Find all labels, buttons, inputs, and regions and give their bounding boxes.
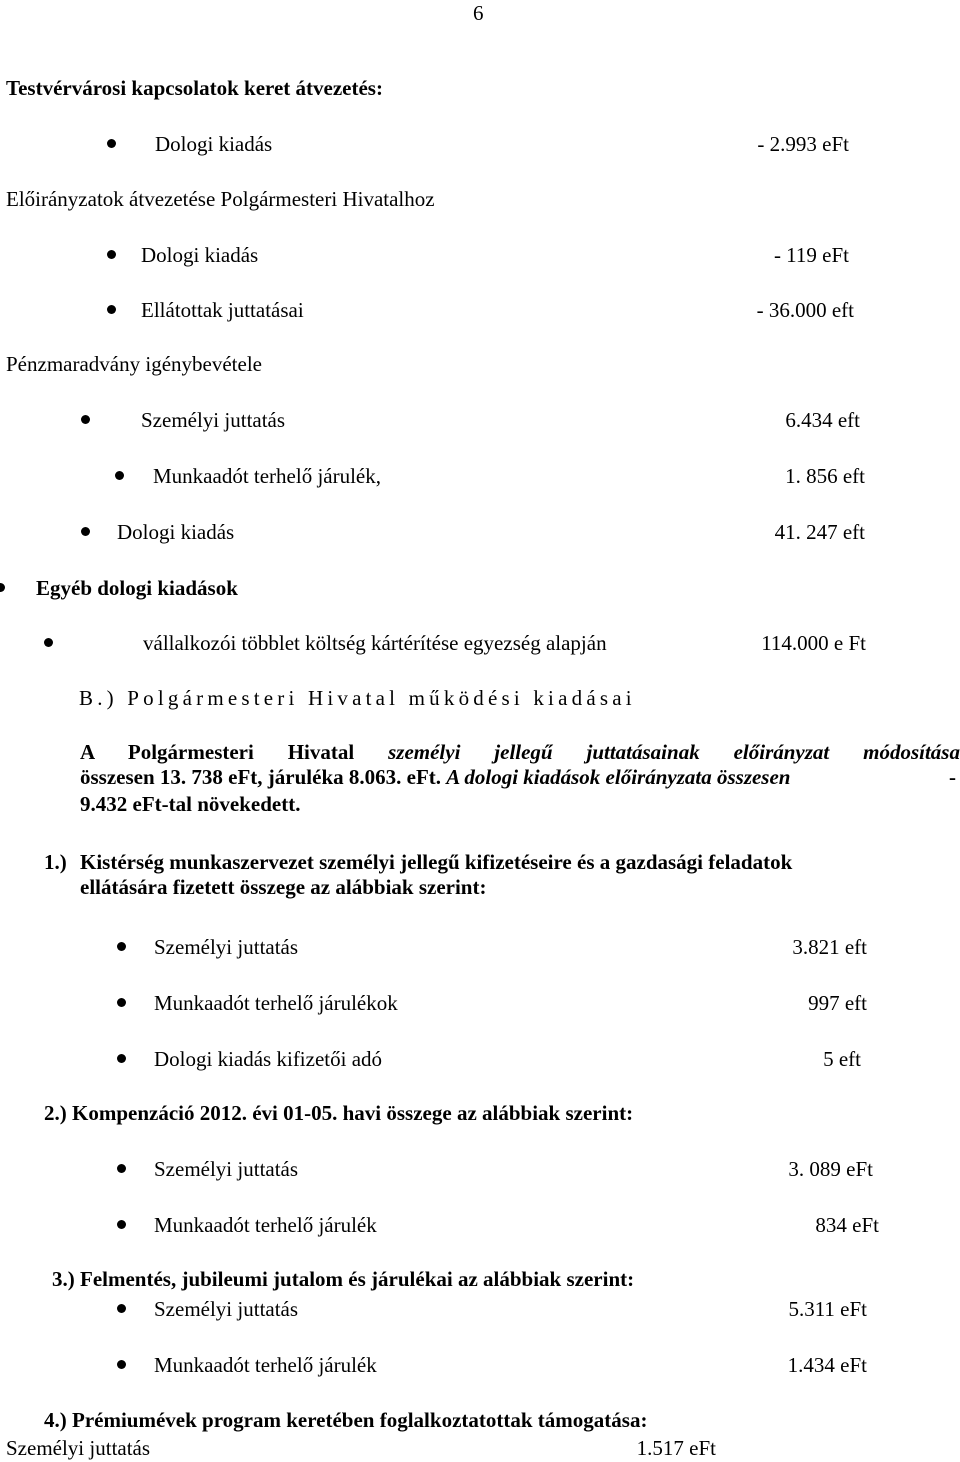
item-label: Személyi juttatás [154,935,299,959]
bullet-icon [117,942,126,951]
item-amount: 1.517 eFt [636,1436,716,1460]
item-label: Személyi juttatás [154,1297,299,1321]
bullet-icon [107,305,116,314]
s1-line-1: Kistérség munkaszervezet személyi jellegű kifizetéseire és a gazdasági feladatok [80,850,793,874]
item-label: vállalkozói többlet költség kártérítése egyezség alapján [143,631,607,655]
item-amount: 114.000 e Ft [761,631,866,655]
b-p2-text-c: - [949,765,956,789]
item-label: Dologi kiadás [155,132,273,156]
item-amount: 1.434 eFt [787,1353,867,1377]
item-amount: 1. 856 eft [785,464,865,488]
item-amount: 997 eft [808,991,867,1015]
item-amount: 6.434 eft [785,408,860,432]
b-p2-text-b: A dologi kiadások előirányzata összesen [446,765,791,789]
item-amount: - 36.000 eft [756,298,854,322]
section-heading-atvezetes: Előirányzatok átvezetése Polgármesteri Hivatalhoz [6,187,435,211]
bullet-icon [117,998,126,1007]
section-heading-b: B.) Polgármesteri Hivatal működési kiadásai [79,686,636,710]
item-label: Személyi juttatás [141,408,286,432]
section-heading-egyeb: Egyéb dologi kiadások [36,576,238,600]
item-amount: 5 eft [823,1047,861,1071]
item-amount: 3. 089 eFt [788,1157,873,1181]
bullet-icon [117,1304,126,1313]
item-amount: 3.821 eft [792,935,867,959]
b-p2-text-a: összesen 13. 738 eFt, járuléka 8.063. eFt. [80,765,447,789]
bullet-icon [115,471,124,480]
item-label: Ellátottak juttatásai [141,298,304,322]
item-amount: 41. 247 eft [774,520,865,544]
item-amount: - 2.993 eFt [757,132,849,156]
item-amount: 5.311 eFt [788,1297,867,1321]
page-number: 6 [473,1,484,25]
section-heading-s2: 2.) Kompenzáció 2012. évi 01-05. havi összege az alábbiak szerint: [44,1101,634,1125]
item-label: Munkaadót terhelő járulék [154,1213,377,1237]
bullet-icon [107,250,116,259]
s1-line-2: ellátására fizetett összege az alábbiak szerint: [80,875,487,899]
bullet-icon [117,1054,126,1063]
section-heading-s4: 4.) Prémiumévek program keretében foglalkoztatottak támogatása: [44,1408,648,1432]
bullet-icon [81,527,90,536]
b-p1-text-b: személyi jellegű juttatásainak előirányzat módosítása [388,740,960,764]
item-label: Dologi kiadás kifizetői adó [154,1047,383,1071]
b-paragraph-line-3: 9.432 eFt-tal növekedett. [80,792,301,816]
item-label: Személyi juttatás [6,1436,151,1460]
bullet-icon [0,583,5,592]
item-label: Munkaadót terhelő járulék, [153,464,382,488]
item-amount: - 119 eFt [773,243,849,267]
s1-number: 1.) [44,850,67,874]
section-heading-s3: 3.) Felmentés, jubileumi jutalom és járulékai az alábbiak szerint: [52,1267,635,1291]
section-heading-testver: Testvérvárosi kapcsolatok keret átvezetés: [6,76,383,100]
bullet-icon [117,1164,126,1173]
item-label: Személyi juttatás [154,1157,299,1181]
item-label: Dologi kiadás [141,243,259,267]
item-label: Munkaadót terhelő járulék [154,1353,377,1377]
b-paragraph-line-1 [80,740,960,765]
bullet-icon [81,415,90,424]
section-heading-penzmaradvany: Pénzmaradvány igénybevétele [6,352,262,376]
item-label: Munkaadót terhelő járulékok [154,991,398,1015]
bullet-icon [44,638,53,647]
item-label: Dologi kiadás [117,520,235,544]
b-paragraph-line-2 [80,765,958,790]
bullet-icon [117,1220,126,1229]
b-p1-text-a: A Polgármesteri Hivatal [80,740,389,764]
bullet-icon [107,139,116,148]
item-amount: 834 eFt [815,1213,879,1237]
bullet-icon [117,1360,126,1369]
